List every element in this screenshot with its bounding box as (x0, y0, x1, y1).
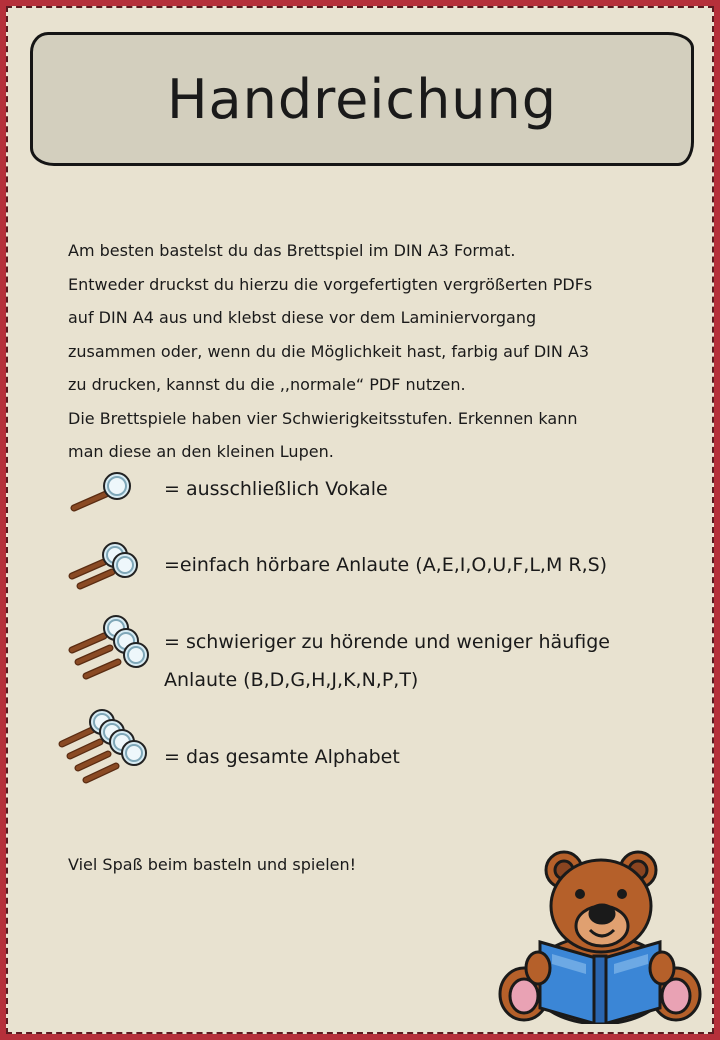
intro-line: zusammen oder, wenn du die Möglichkeit hast, farbig auf DIN A3 (68, 341, 590, 361)
intro-line: man diese an den kleinen Lupen. (68, 442, 334, 461)
level-4-text: = das gesamte Alphabet (164, 746, 400, 768)
teddy-bear-reading-illustration (492, 848, 708, 1024)
intro-line: zu drucken, kannst du die ,,normale“ PDF nutzen. (68, 375, 466, 394)
magnifier-icon (74, 473, 130, 508)
level-3-text: = schwieriger zu hörende und weniger häufige (164, 631, 610, 653)
closing-text: Viel Spaß beim basteln und spielen! (68, 855, 357, 874)
intro-line: Entweder druckst du hierzu die vorgefertigten vergrößerten PDFs (68, 274, 593, 294)
page-title: Handreichung (166, 67, 558, 131)
magnifier-icon (66, 614, 156, 684)
intro-text (68, 234, 658, 469)
intro-line: Am besten bastelst du das Brettspiel im DIN A3 Format. (68, 241, 516, 260)
level-2-text: =einfach hörbare Anlaute (A,E,I,O,U,F,L,M R,S) (164, 554, 608, 576)
title-banner (30, 32, 694, 166)
magnifier-icon (66, 542, 146, 592)
magnifier-icon (68, 470, 138, 514)
level-1-text: = ausschließlich Vokale (164, 478, 388, 500)
level-3-text-continued: Anlaute (B,D,G,H,J,K,N,P,T) (164, 669, 419, 691)
magnifier-icon (56, 706, 156, 786)
intro-line: auf DIN A4 aus und klebst diese vor dem Laminiervorgang (68, 308, 537, 327)
intro-line: Die Brettspiele haben vier Schwierigkeitsstufen. Erkennen kann (68, 408, 578, 428)
